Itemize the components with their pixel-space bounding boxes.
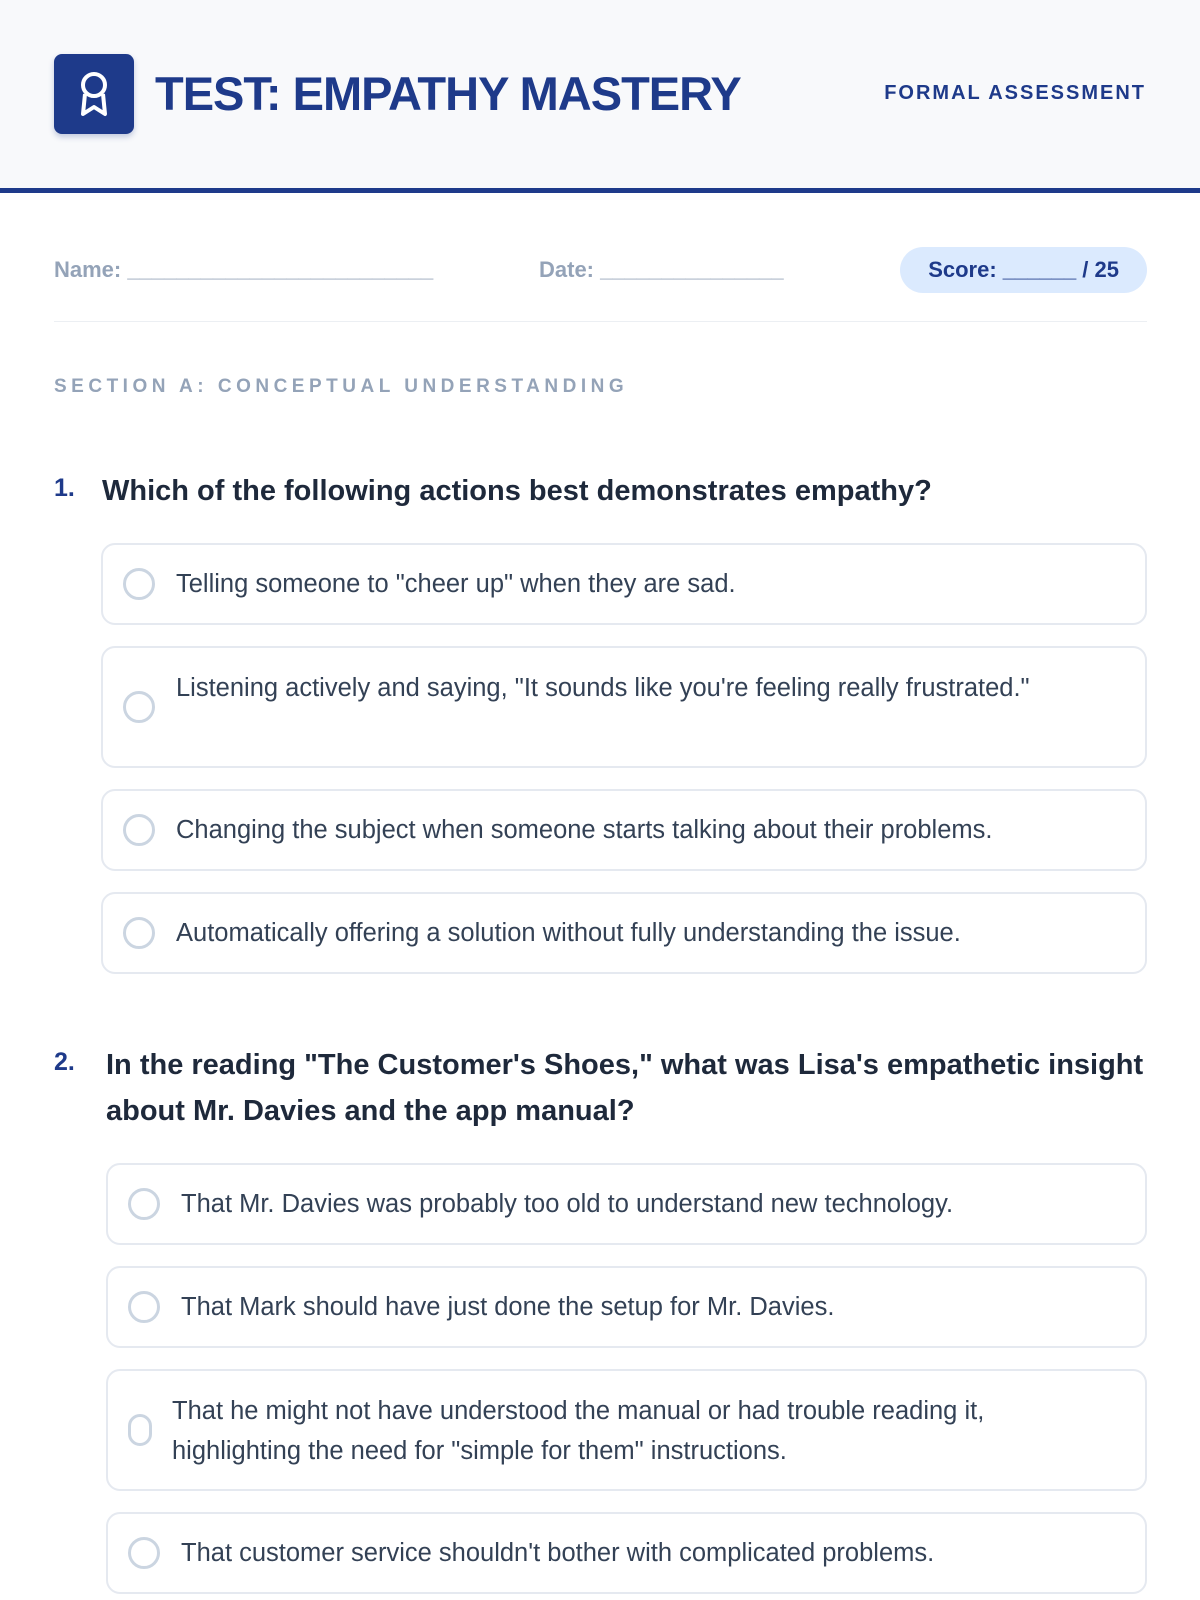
answer-option[interactable]: [101, 789, 1147, 871]
question-number: 1.: [54, 474, 75, 502]
award-ribbon-icon: [54, 54, 134, 134]
radio-button[interactable]: [123, 691, 155, 723]
radio-button[interactable]: [123, 814, 155, 846]
answer-option[interactable]: [101, 892, 1147, 974]
answer-option[interactable]: [106, 1512, 1147, 1594]
page-title: TEST: EMPATHY MASTERY: [155, 67, 741, 120]
answer-option-label: Automatically offering a solution without fully understanding the issue.: [176, 919, 961, 947]
answer-option-label: That he might not have understood the manual or had trouble reading it, highlighting the need for "simple for them" instructions.: [172, 1397, 985, 1465]
student-info-row: [54, 245, 1147, 295]
radio-button[interactable]: [128, 1188, 160, 1220]
answer-option[interactable]: [101, 543, 1147, 625]
answer-option-label: Listening actively and saying, "It sounds like you're feeling really frustrated.": [176, 674, 1030, 702]
answer-option-label: That Mark should have just done the setup for Mr. Davies.: [181, 1293, 835, 1321]
divider: [54, 321, 1147, 322]
radio-button[interactable]: [123, 917, 155, 949]
answer-option[interactable]: [106, 1266, 1147, 1348]
section-title: SECTION A: CONCEPTUAL UNDERSTANDING: [54, 376, 629, 397]
answer-option[interactable]: [106, 1369, 1147, 1491]
answer-option-label: Telling someone to "cheer up" when they are sad.: [176, 570, 736, 598]
question-number: 2.: [54, 1048, 75, 1076]
score-badge: Score: ______ / 25: [900, 247, 1147, 293]
question-text: Which of the following actions best demonstrates empathy?: [102, 475, 932, 507]
question-text: In the reading "The Customer's Shoes," what was Lisa's empathetic insight about Mr. Davies and the app manual?: [106, 1049, 1144, 1127]
answer-option[interactable]: [101, 646, 1147, 768]
radio-button[interactable]: [128, 1537, 160, 1569]
radio-button[interactable]: [123, 568, 155, 600]
answer-option-label: That customer service shouldn't bother with complicated problems.: [181, 1539, 935, 1567]
assessment-tag: FORMAL ASSESSMENT: [884, 82, 1146, 104]
radio-button[interactable]: [128, 1414, 152, 1446]
answer-option[interactable]: [106, 1163, 1147, 1245]
page-header: [0, 0, 1200, 193]
answer-option-label: Changing the subject when someone starts talking about their problems.: [176, 816, 993, 844]
date-field[interactable]: Date: _______________: [539, 257, 784, 282]
name-field[interactable]: Name: _________________________: [54, 257, 434, 282]
radio-button[interactable]: [128, 1291, 160, 1323]
answer-option-label: That Mr. Davies was probably too old to understand new technology.: [181, 1190, 954, 1218]
